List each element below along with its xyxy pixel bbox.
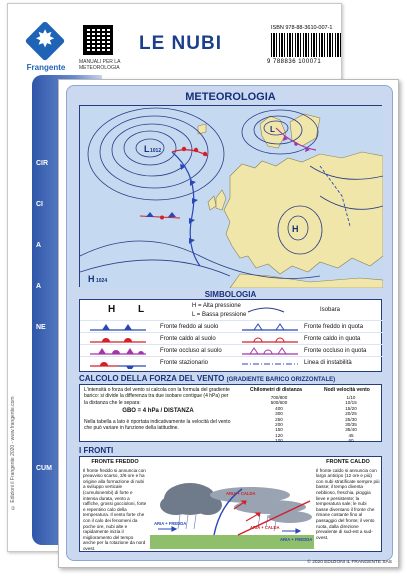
legend-h-symbol: H [108, 304, 116, 315]
map-high-label: H [88, 274, 95, 284]
legend-row [80, 345, 383, 357]
map-low-label: L [144, 144, 150, 154]
cold-front-title: FRONTE FREDDO [91, 459, 139, 465]
isobar-symbol-icon [246, 304, 286, 316]
band-label: CI [36, 201, 43, 208]
fronts-panel [79, 456, 382, 552]
warm-air-label: ARIA + CALDA [250, 525, 280, 530]
legend-row [80, 321, 383, 333]
cold-front-icon [88, 321, 148, 333]
table-cell: 25/30 [345, 416, 357, 422]
table-cell: 35/40 [345, 427, 357, 433]
weather-map [79, 105, 382, 287]
front-card [58, 79, 399, 568]
calcolo-subtitle: (GRADIENTE BARICO ORIZZONTALE) [226, 377, 336, 383]
compass-rose-icon: ✸ [34, 26, 56, 53]
barcode-number: 9 788836 100071 [267, 59, 322, 65]
section-title-meteorologia: METEOROLOGIA [185, 91, 276, 103]
legend-h-text: H = Alta pressione [192, 303, 241, 309]
table-cell: 20/25 [345, 411, 357, 417]
warm-front-aloft-icon [240, 333, 300, 345]
table-header-knots: Nodi velocità vento [324, 387, 370, 393]
cold-front-text: Il fronte freddo si annuncia con preavviso scarso, 3/6 ore e ha origine alla formazione di nubi a sviluppo verticale (cumulonembi) di forte e intensa durata, vento a raffiche, grossi goccioloni, forte e repentino calo della temperatura. Il vento forte che con il calo dei fenomeni da poche ore, nubi alte e rapidamente inizia il miglioramento del tempo anche per la rotazione da nord ovest. [83, 467, 147, 551]
table-cell: 300 [275, 411, 283, 417]
table-cell: 45 [348, 432, 354, 438]
table-cell: 15/20 [345, 405, 357, 411]
back-card-header [7, 3, 342, 75]
legend-label: Fronte occluso in quota [304, 348, 367, 354]
table-cell: 150 [275, 427, 283, 433]
logo-text: Frangente [26, 63, 66, 72]
section-title-calcolo [79, 374, 382, 383]
table-cell: 120 [275, 432, 283, 438]
wind-force-description: L'intensità o forza del vento si calcola con la formula del gradiente barico: si divide la differenza tra due isobare contigue (4 hPa) per la distanza che le separa: [84, 387, 230, 406]
wind-force-formula: GBO = 4 hPa / DISTANZA [122, 408, 194, 414]
front-card-panel [66, 85, 393, 561]
legend-l-text: L = Bassa pressione [192, 312, 247, 318]
stationary-front-icon [88, 357, 148, 369]
cold-air-label: ARIA + FREDDA [154, 521, 187, 526]
legend-label: Fronte freddo in quota [304, 324, 364, 330]
table-cell: 1/10 [346, 395, 356, 400]
calcolo-title: CALCOLO DELLA FORZA DEL VENTO [79, 374, 225, 383]
occluded-front-aloft-icon [240, 345, 300, 357]
warm-front-icon [88, 333, 148, 345]
band-label: CUM [36, 465, 52, 472]
band-label: A [36, 283, 42, 290]
legend-label: Fronte caldo in quota [304, 336, 361, 342]
warm-front-text: Il fronte caldo si annuncia con largo anticipo (12 ore e più) con nubi stratificate sempre più basse; il tempo diventa nebbioso, freschia, pioggia lieve e persistente; la temperatura sale; le nubi basse diventano il fronte che rimane costante fino al passaggio del fronte; il vento ruota, dalla direzione prevalente di sud-est a sud-ovest. [316, 467, 380, 540]
band-label: NE [36, 324, 46, 331]
legend-row-pressure [80, 300, 383, 321]
map-high-label: H [292, 224, 299, 234]
table-cell: 30/35 [345, 422, 357, 428]
table-cell: 60 [348, 438, 354, 444]
instability-line-icon [240, 357, 300, 369]
back-side-text: © Edizioni il Frangente 2020 - www.frangente.com [10, 396, 16, 510]
section-title-simbologia: SIMBOLOGIA [204, 290, 257, 299]
section-title-fronti: I FRONTI [79, 446, 114, 455]
barcode-icon [271, 33, 341, 57]
weather-map-drawing [80, 106, 383, 288]
table-header-km: Chilometri di distanza [250, 387, 302, 393]
band-label: CIR [36, 160, 49, 167]
table-column-knots [326, 395, 376, 444]
qr-caption: MANUALI PER LA METEOROLOGIA [79, 59, 121, 71]
page-title: LE NUBI [139, 33, 222, 54]
wind-speed-table [236, 387, 380, 444]
legend-label: Fronte freddo al suolo [160, 324, 219, 330]
wind-force-note: Nella tabella a lato è riportata indicativamente la velocità del vento che può variare in funzione della latitudine. [84, 419, 231, 432]
cold-front-aloft-icon [240, 321, 300, 333]
warm-front-box [316, 460, 380, 540]
legend-l-symbol: L [138, 304, 145, 315]
table-cell: 250 [275, 416, 283, 422]
legend-row [80, 357, 383, 369]
publisher-logo [17, 21, 75, 71]
legend-label: Fronte caldo al suolo [160, 336, 216, 342]
cold-air-label: ARIA + FREDDA [280, 537, 313, 542]
legend-isobar-text: Isobara [320, 307, 341, 313]
cold-front-box [83, 460, 147, 552]
fronts-illustration [150, 465, 314, 549]
table-cell: 700/800 [270, 395, 288, 400]
table-cell: 100 [275, 438, 283, 444]
legend-label: Fronte stazionario [160, 360, 209, 366]
qr-code-icon [83, 25, 113, 55]
legend-row [80, 333, 383, 345]
isbn: ISBN 978-88-3610-007-1 [271, 25, 333, 31]
band-label: A [36, 242, 42, 249]
wind-force-panel [79, 384, 382, 442]
map-pressure-value: 1024 [96, 278, 108, 284]
warm-front-title: FRONTE CALDO [326, 459, 370, 465]
legend-label: Linea di instabilità [304, 360, 352, 366]
table-cell: 10/15 [345, 400, 357, 406]
table-cell: 400 [275, 405, 283, 411]
map-low-label: L [270, 125, 275, 134]
table-cell: 200 [275, 422, 283, 428]
table-column-km [254, 395, 304, 444]
warm-air-label: ARIA + CALDA [226, 491, 256, 496]
back-card-band-labels [36, 160, 58, 506]
map-pressure-value: 1012 [150, 148, 162, 154]
copyright: © 2020 EDIZIONI IL FRANGENTE SAS [307, 560, 392, 565]
occluded-front-icon [88, 345, 148, 357]
symbol-legend [79, 299, 382, 372]
table-cell: 500/600 [270, 400, 288, 406]
legend-label: Fronte occluso al suolo [160, 348, 222, 354]
